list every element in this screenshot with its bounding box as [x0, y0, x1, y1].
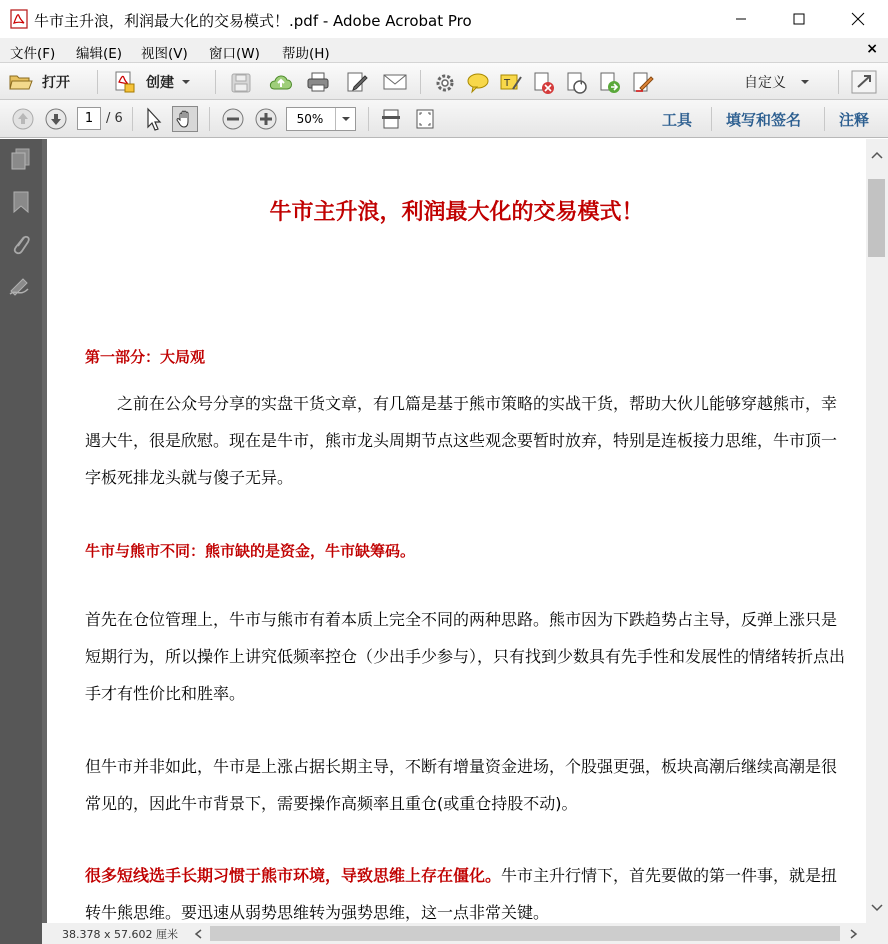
maximize-button[interactable] — [770, 0, 828, 38]
tab-tools[interactable]: 工具 — [662, 111, 693, 129]
scroll-down-arrow-icon[interactable] — [871, 904, 883, 912]
separator — [209, 107, 210, 131]
menu-window[interactable]: 窗口(W) — [209, 46, 260, 62]
full-screen-icon[interactable] — [414, 107, 436, 131]
page-number-input[interactable]: 1 — [77, 107, 101, 130]
vertical-scroll-thumb[interactable] — [868, 179, 885, 257]
document-page[interactable] — [47, 139, 866, 923]
close-window-button[interactable] — [829, 0, 887, 38]
close-icon — [851, 12, 865, 26]
paragraph-1: 之前在公众号分享的实盘干货文章，有几篇是基于熊市策略的实战干货，帮助大伙儿能够穿越熊市，幸遇大牛，很是欣慰。现在是牛市，熊市龙头周期节点这些观念要暂时放弃，特别是连板接力思维，牛市顶一字板死排龙头就与傻子无异。 — [85, 394, 838, 487]
open-button[interactable] — [8, 69, 70, 95]
scroll-left-arrow-icon[interactable] — [194, 929, 202, 939]
email-icon[interactable] — [382, 72, 408, 92]
fit-page-icon[interactable] — [380, 107, 402, 131]
separator — [838, 70, 839, 94]
select-cursor-icon[interactable] — [142, 107, 164, 131]
window-title: 牛市主升浪，利润最大化的交易模式！.pdf - Adobe Acrobat Pro — [34, 12, 472, 30]
attachments-paperclip-icon[interactable] — [10, 232, 32, 256]
save-icon[interactable] — [230, 72, 252, 94]
navigation-pane — [0, 139, 42, 944]
highlight-text-icon[interactable] — [499, 71, 523, 95]
zoom-value: 50% — [296, 112, 324, 126]
scroll-right-arrow-icon[interactable] — [850, 929, 858, 939]
delete-page-icon[interactable] — [532, 71, 556, 95]
pdf-file-icon — [9, 9, 29, 29]
maximize-icon — [793, 13, 805, 25]
separator — [132, 107, 133, 131]
upload-cloud-icon[interactable] — [268, 70, 294, 94]
menu-help[interactable]: 帮助(H) — [282, 46, 330, 62]
close-document-button[interactable]: × — [866, 41, 878, 57]
chevron-down-icon — [181, 78, 191, 86]
scroll-up-arrow-icon[interactable] — [871, 151, 883, 159]
menu-edit[interactable]: 编辑(E) — [76, 46, 123, 62]
menu-bar — [0, 38, 888, 62]
chevron-down-icon — [800, 78, 810, 86]
hand-icon — [175, 109, 195, 129]
section-heading-2: 牛市与熊市不同：熊市缺的是资金，牛市缺筹码。 — [85, 542, 416, 560]
gear-icon[interactable] — [434, 72, 456, 94]
tab-comment[interactable]: 注释 — [839, 111, 870, 129]
zoom-select[interactable] — [286, 107, 356, 131]
expand-view-icon[interactable] — [851, 70, 877, 94]
rotate-page-icon[interactable] — [565, 71, 589, 95]
minimize-button[interactable] — [712, 0, 770, 38]
horizontal-scroll-thumb[interactable] — [210, 926, 840, 941]
bookmarks-icon[interactable] — [10, 190, 32, 214]
create-label: 创建 — [146, 75, 174, 91]
customize-dropdown[interactable] — [744, 72, 810, 92]
print-icon[interactable] — [306, 71, 330, 93]
tab-fill-sign[interactable]: 填写和签名 — [726, 111, 802, 129]
separator — [420, 70, 421, 94]
title-bar — [0, 0, 888, 38]
menu-view[interactable]: 视图(V) — [141, 46, 188, 62]
comment-bubble-icon[interactable] — [466, 72, 490, 94]
main-toolbar — [0, 62, 888, 100]
page-thumbnails-icon[interactable] — [9, 147, 33, 171]
next-page-icon[interactable] — [44, 107, 68, 131]
total-pages: / 6 — [106, 111, 123, 126]
paragraph-4 — [85, 857, 845, 923]
paragraph-2: 首先在仓位管理上，牛市与熊市有着本质上完全不同的两种思路。熊市因为下跌趋势占主导，反弹上涨只是短期行为，所以操作上讲究低频率控仓（少出手少参与），只有找到少数具有先手性和发展性的情绪转折点出手才有性价比和胜率。 — [85, 610, 846, 703]
customize-label: 自定义 — [744, 75, 786, 91]
status-bar — [42, 923, 888, 944]
vertical-scrollbar[interactable] — [866, 139, 888, 923]
document-title: 牛市主升浪，利润最大化的交易模式！ — [269, 200, 644, 225]
navigation-toolbar — [0, 100, 888, 138]
previous-page-icon[interactable] — [11, 107, 35, 131]
edit-document-icon[interactable] — [345, 71, 369, 93]
section-heading-1: 第一部分：大局观 — [85, 348, 206, 366]
open-label: 打开 — [42, 75, 70, 91]
extract-page-icon[interactable] — [598, 71, 622, 95]
folder-open-icon — [8, 71, 34, 93]
page-size-readout: 38.378 x 57.602 厘米 — [62, 928, 178, 941]
create-pdf-icon — [112, 70, 136, 94]
paragraph-3: 但牛市并非如此，牛市是上涨占据长期主导，不断有增量资金进场，个股强更强，板块高潮后继续高潮是很常见的，因此牛市背景下，需要操作高频率且重仓(或重仓持股不动)。 — [85, 757, 838, 813]
menu-file[interactable]: 文件(F) — [10, 46, 56, 62]
minimize-icon — [735, 13, 747, 25]
sign-document-icon[interactable] — [631, 71, 655, 95]
hand-tool-button[interactable] — [172, 106, 198, 132]
separator — [97, 70, 98, 94]
separator — [711, 107, 712, 131]
zoom-dropdown-button[interactable] — [335, 108, 355, 130]
svg-text:T: T — [504, 78, 511, 89]
separator — [368, 107, 369, 131]
signatures-icon[interactable] — [8, 275, 34, 297]
zoom-in-icon[interactable] — [254, 107, 278, 131]
paragraph-4-highlight: 很多短线选手长期习惯于熊市环境，导致思维上存在僵化。 — [85, 866, 502, 885]
separator — [824, 107, 825, 131]
chevron-down-icon — [341, 115, 351, 123]
paragraph-4-text: 牛市主升行情下，首先要做的第一件事，就是扭转牛熊思维。要迅速从弱势思维转为强势思维，这一点非常关键。 — [85, 866, 838, 922]
separator — [215, 70, 216, 94]
zoom-out-icon[interactable] — [221, 107, 245, 131]
create-button[interactable] — [112, 69, 191, 95]
